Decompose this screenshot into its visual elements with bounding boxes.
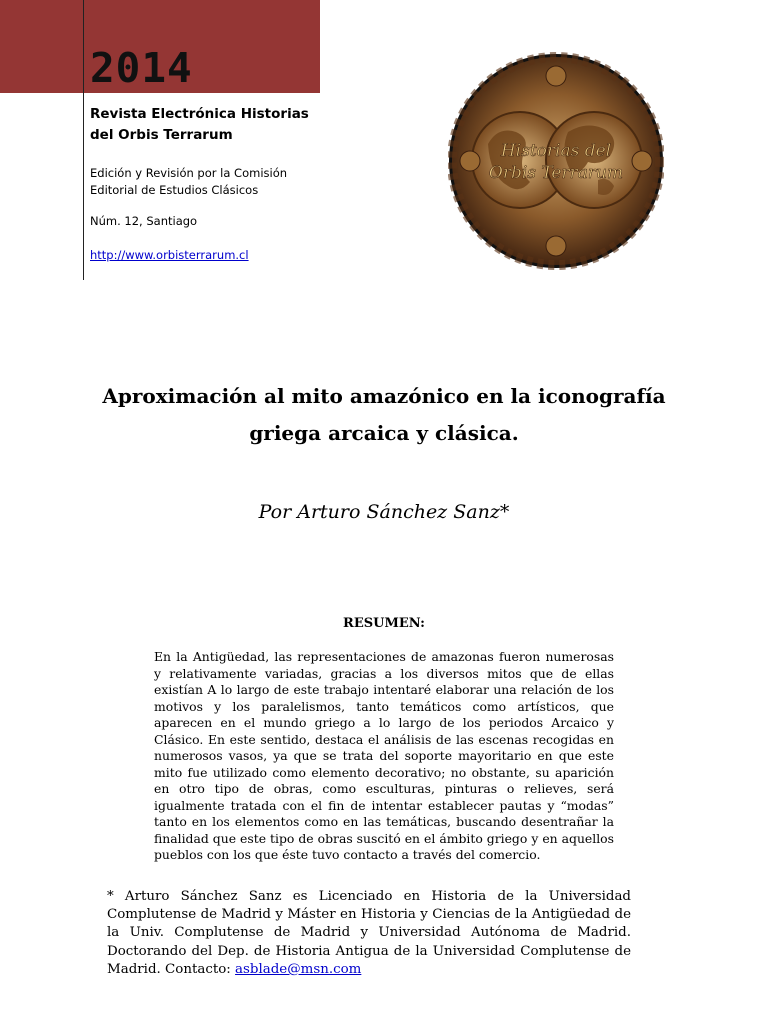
- abstract-heading: RESUMEN:: [343, 616, 425, 631]
- publication-year: 2014: [90, 44, 193, 92]
- logo-text-line1: Historias del: [500, 141, 612, 161]
- issue-number: Núm. 12, Santiago: [90, 214, 198, 228]
- logo-text-line2: Orbis Terrarum: [488, 163, 624, 183]
- world-map-globe-icon: [448, 52, 664, 270]
- article-author: Por Arturo Sánchez Sanz*: [258, 501, 510, 523]
- journal-name: Revista Electrónica Historias del Orbis Terrarum: [90, 106, 309, 143]
- header-divider-line: [83, 0, 84, 280]
- abstract-body: En la Antigüedad, las representaciones de amazonas fueron numerosas y relativamente variadas, gracias a los diversos mitos que de ellas existían A lo largo de este trabajo intentaré elaborar una relación de los motivos y los paralelismos, tanto temáticos como artísticos, que aparecen en el mundo griego a lo largo de los periodos Arcaico y Clásico. En este sentido, destaca el análisis de las escenas recogidas en numerosos vasos, ya que se trata del soporte mayoritario en que este mito fue utilizado como elemento decorativo; no obstante, su aparición en otro tipo de obras, como esculturas, pinturas o relieves, será igualmente tratada con el fin de intentar establecer pautas y “modas” tanto en los elementos como en las temáticas, buscando desentrañar la finalidad que este tipo de obras suscitó en el ámbito griego y en aquellos pueblos con los que éste tuvo contacto a través del comercio.: [154, 649, 614, 862]
- edition-credit: Edición y Revisión por la Comisión Editorial de Estudios Clásicos: [90, 166, 288, 197]
- journal-website-link[interactable]: http://www.orbisterrarum.cl: [90, 248, 249, 262]
- masthead: [90, 104, 320, 264]
- contact-email-link[interactable]: asblade@msn.com: [235, 961, 362, 977]
- author-footnote: [107, 888, 631, 979]
- article-title: Aproximación al mito amazónico en la iconografía griega arcaica y clásica.: [102, 384, 666, 445]
- footnote-text: * Arturo Sánchez Sanz es Licenciado en Historia de la Universidad Complutense de Madrid y Máster en Historia y Ciencias de la Antigüedad de la Univ. Complutense de Madrid y Universidad Autónoma de Madrid. Doctorando del Dep. de Historia Antigua de la Universidad Complutense de Madrid. Contacto:: [107, 889, 631, 977]
